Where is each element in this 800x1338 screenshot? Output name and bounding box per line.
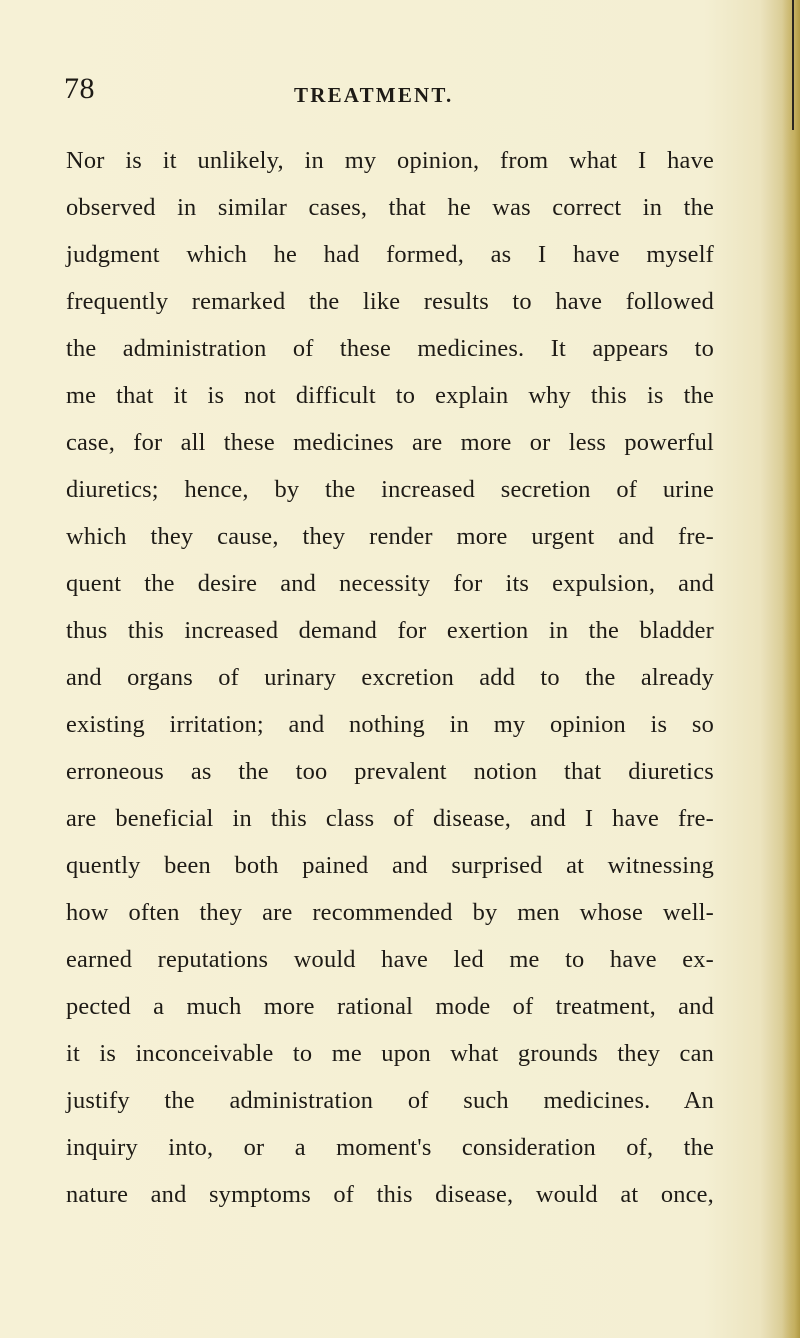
text-line: justify the administration of such medicines. An (66, 1087, 714, 1114)
text-line: case, for all these medicines are more or less powerful (66, 429, 714, 456)
text-line: quent the desire and necessity for its expulsion, and (66, 570, 714, 597)
text-line: which they cause, they render more urgent and fre- (66, 523, 714, 550)
text-line: pected a much more rational mode of treatment, and (66, 993, 714, 1020)
text-line: it is inconceivable to me upon what grounds they can (66, 1040, 714, 1067)
page-header (64, 72, 724, 112)
text-line: the administration of these medicines. It appears to (66, 335, 714, 362)
text-line: observed in similar cases, that he was correct in the (66, 194, 714, 221)
text-line: diuretics; hence, by the increased secretion of urine (66, 476, 714, 503)
text-line: Nor is it unlikely, in my opinion, from what I have (66, 147, 714, 174)
text-line: are beneficial in this class of disease, and I have fre- (66, 805, 714, 832)
text-line: inquiry into, or a moment's consideration of, the (66, 1134, 714, 1161)
page-number: 78 (64, 72, 95, 105)
text-line: erroneous as the too prevalent notion that diuretics (66, 758, 714, 785)
text-line: judgment which he had formed, as I have myself (66, 241, 714, 268)
text-line: frequently remarked the like results to have followed (66, 288, 714, 315)
text-line: me that it is not difficult to explain why this is the (66, 382, 714, 409)
page-gutter-edge (792, 0, 794, 130)
text-line: and organs of urinary excretion add to the already (66, 664, 714, 691)
text-line: quently been both pained and surprised at witnessing (66, 852, 714, 879)
text-line: existing irritation; and nothing in my opinion is so (66, 711, 714, 738)
text-line: thus this increased demand for exertion in the bladder (66, 617, 714, 644)
text-line: how often they are recommended by men whose well- (66, 899, 714, 926)
text-line: earned reputations would have led me to have ex- (66, 946, 714, 973)
page-gutter-shadow (782, 0, 800, 1338)
running-head: TREATMENT. (294, 83, 454, 107)
text-line: nature and symptoms of this disease, would at once, (66, 1181, 714, 1208)
body-text (66, 137, 714, 1218)
